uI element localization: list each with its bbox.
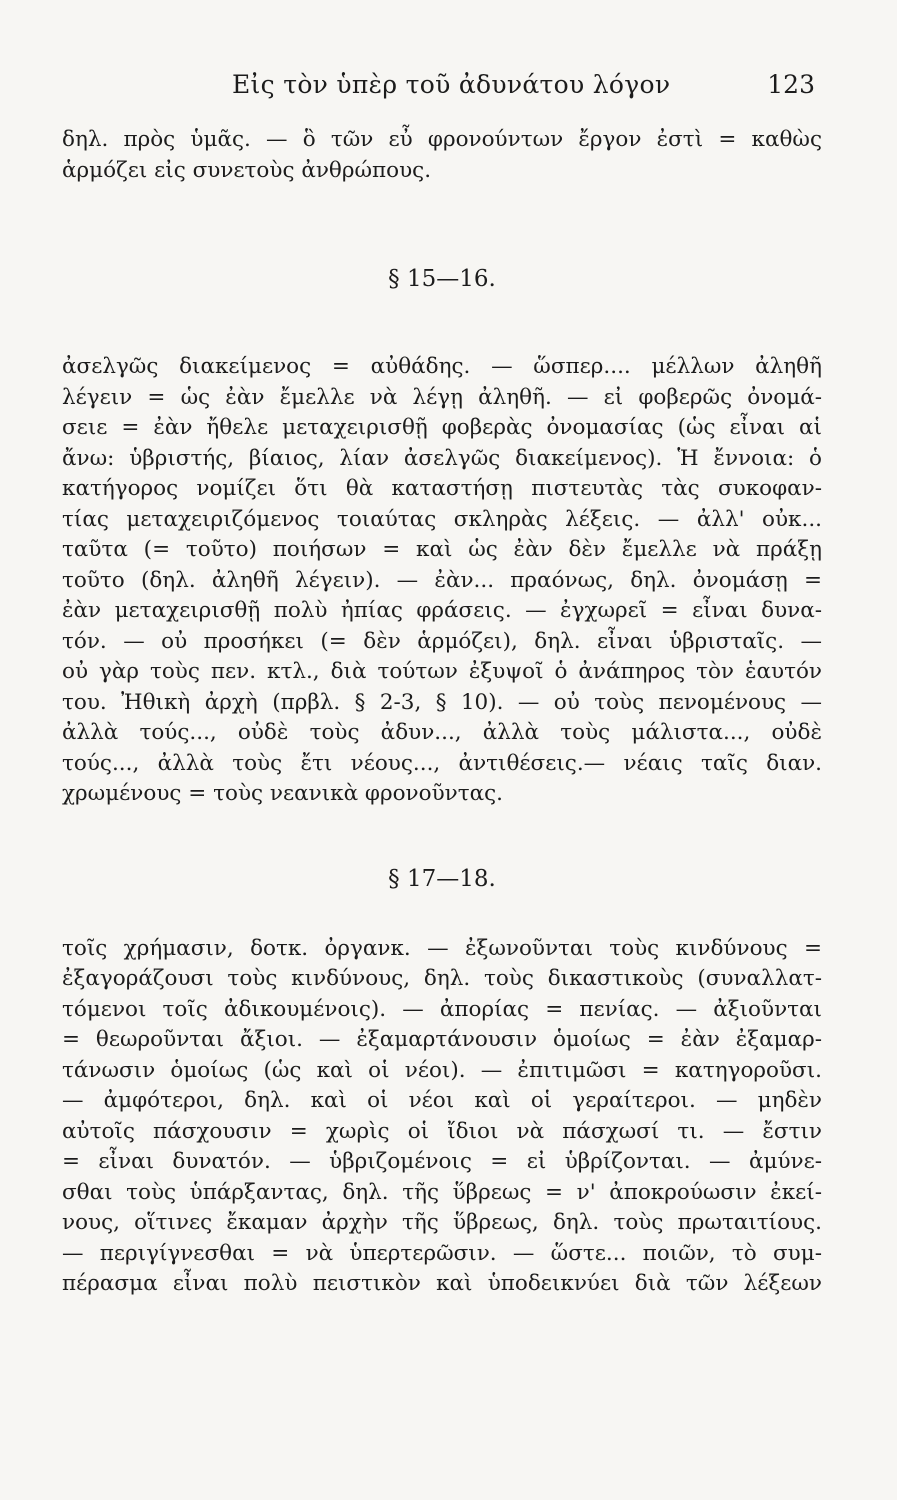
text-line: χρωμένους = τοὺς νεανικὰ φρονοῦντας.: [62, 781, 504, 806]
text-line: λέγειν = ὡς ἐὰν ἔμελλε νὰ λέγῃ ἀληθῆ. — εἰ φοβερῶς ὀνομά-: [62, 384, 822, 410]
page-header: [0, 70, 897, 106]
text-line: = εἶναι δυνατόν. — ὑβριζομένοις = εἰ ὑβρίζονται. — ἀμύνε-: [62, 1149, 822, 1174]
text-line: τόν. — οὐ προσήκει (= δὲν ἁρμόζει), δηλ. εἶναι ὑβρισταῖς. —: [62, 628, 822, 654]
text-line: οὐ γὰρ τοὺς πεν. κτλ., διὰ τούτων ἐξυψοῖ ὁ ἀνάπηρος τὸν ἑαυτόν: [62, 659, 822, 684]
text-line: τάνωσιν ὁμοίως (ὡς καὶ οἱ νέοι). — ἐπιτιμῶσι = κατηγοροῦσι.: [62, 1057, 822, 1083]
text-line: ἀλλὰ τούς..., οὐδὲ τοὺς ἀδυν..., ἀλλὰ τοὺς μάλιστα..., οὐδὲ: [62, 720, 822, 745]
text-line: ταῦτα (= τοῦτο) ποιήσων = καὶ ὡς ἐὰν δὲν ἔμελλε νὰ πράξῃ: [62, 537, 822, 562]
text-line: τούς..., ἀλλὰ τοὺς ἔτι νέους..., ἀντιθέσεις.— νέαις ταῖς διαν.: [62, 750, 822, 776]
text-line: — ἀμφότεροι, δηλ. καὶ οἱ νέοι καὶ οἱ γεραίτεροι. — μηδὲν: [62, 1088, 822, 1113]
running-head: Εἰς τὸν ὑπὲρ τοῦ ἀδυνάτου λόγον: [232, 70, 671, 99]
text-line: αὐτοῖς πάσχουσιν = χωρὶς οἱ ἴδιοι νὰ πάσχωσί τι. — ἔστιν: [62, 1118, 822, 1144]
text-line: = θεωροῦνται ἄξιοι. — ἐξαμαρτάνουσιν ὁμοίως = ἐὰν ἐξαμαρ-: [62, 1027, 822, 1052]
page-number: 123: [767, 70, 815, 99]
text-line: τόμενοι τοῖς ἀδικουμένοις). — ἀπορίας = πενίας. — ἀξιοῦνται: [62, 996, 822, 1022]
paragraph-section-15-16: [62, 352, 822, 810]
text-line: ἐὰν μεταχειρισθῇ πολὺ ἠπίας φράσεις. — ἐγχωρεῖ = εἶναι δυνα-: [62, 598, 822, 623]
text-line: — περιγίγνεσθαι = νὰ ὑπερτερῶσιν. — ὥστε... ποιῶν, τὸ συμ-: [62, 1240, 822, 1266]
section-heading-17-18: § 17—18.: [388, 865, 496, 892]
text-line: ἁρμόζει εἰς συνετοὺς ἀνθρώπους.: [62, 157, 432, 183]
text-line: τίας μεταχειριζόμενος τοιαύτας σκληρὰς λέξεις. — ἀλλ' οὐκ...: [62, 506, 822, 532]
page-body: [62, 125, 822, 1300]
text-line: τοῖς χρήμασιν, δοτκ. ὀργανκ. — ἐξωνοῦνται τοὺς κινδύνους =: [62, 935, 822, 961]
text-line: τοῦτο (δηλ. ἀληθῆ λέγειν). — ἐὰν... πραόνως, δηλ. ὀνομάσῃ =: [62, 567, 822, 593]
text-line: ἐξαγοράζουσι τοὺς κινδύνους, δηλ. τοὺς δικαστικοὺς (συναλλατ-: [62, 966, 822, 991]
text-line: σθαι τοὺς ὑπάρξαντας, δηλ. τῆς ὕβρεως = ν' ἀποκρούωσιν ἐκεί-: [62, 1179, 822, 1205]
text-line: σειε = ἐὰν ἤθελε μεταχειρισθῇ φοβερὰς ὀνομασίας (ὡς εἶναι αἱ: [62, 415, 822, 440]
text-line: του. Ἠθικὴ ἀρχὴ (πρβλ. § 2-3, § 10). — οὐ τοὺς πενομένους —: [62, 689, 822, 715]
text-line: νους, οἵτινες ἔκαμαν ἀρχὴν τῆς ὕβρεως, δηλ. τοὺς πρωταιτίους.: [62, 1210, 822, 1235]
text-line: δηλ. πρὸς ὑμᾶς. — ὃ τῶν εὖ φρονούντων ἔργον ἐστὶ = καθὼς: [62, 127, 822, 152]
paragraph-intro: [62, 125, 822, 186]
text-line: κατήγορος νομίζει ὅτι θὰ καταστήσῃ πιστευτὰς τὰς συκοφαν-: [62, 476, 822, 501]
text-line: ἀσελγῶς διακείμενος = αὐθάδης. — ὥσπερ.... μέλλων ἀληθῆ: [62, 354, 822, 379]
text-line: ἄνω: ὑβριστής, βίαιος, λίαν ἀσελγῶς διακείμενος). Ἡ ἔννοια: ὁ: [62, 445, 822, 471]
section-heading-15-16: § 15—16.: [388, 266, 496, 292]
text-line: πέρασμα εἶναι πολὺ πειστικὸν καὶ ὑποδεικνύει διὰ τῶν λέξεων: [62, 1271, 822, 1296]
paragraph-section-17-18: [62, 934, 822, 1300]
